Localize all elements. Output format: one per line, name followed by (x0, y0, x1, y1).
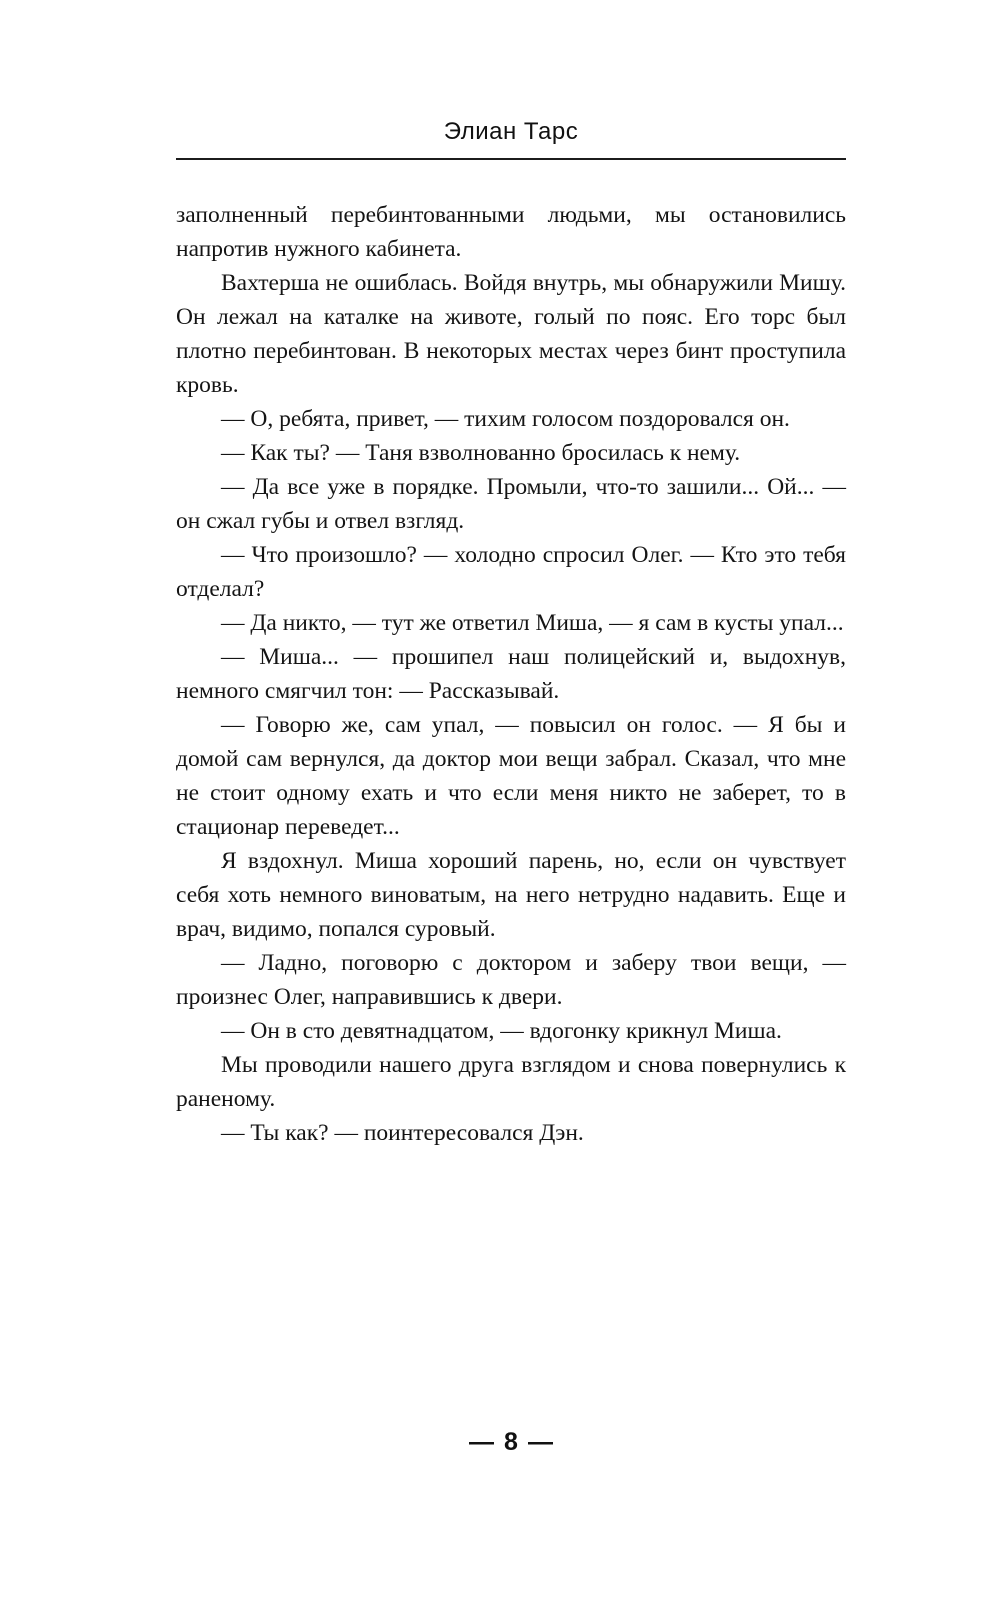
paragraph: Вахтерша не ошиблась. Войдя внутрь, мы обнаружили Мишу. Он лежал на каталке на животе, голый по пояс. Его торс был плотно перебинтован. В некоторых местах через бинт проступила кровь. (176, 270, 846, 398)
paragraph: — Он в сто девятнадцатом, — вдогонку крикнул Миша. (221, 1018, 782, 1044)
paragraph: — Говорю же, сам упал, — повысил он голос. — Я бы и домой сам вернулся, да доктор мои вещи забрал. Сказал, что мне не стоит одному ехать и что если меня никто не заберет, то в стационар переведет... (176, 712, 846, 840)
paragraph: — Ладно, поговорю с доктором и заберу твои вещи, — произнес Олег, направившись к двери. (176, 950, 846, 1010)
header-rule (176, 158, 846, 160)
paragraph: — О, ребята, привет, — тихим голосом поздоровался он. (221, 406, 790, 432)
footer-dash-left: — (469, 1428, 495, 1456)
paragraph: Мы проводили нашего друга взглядом и снова повернулись к раненому. (176, 1052, 846, 1112)
paragraph: — Миша... — прошипел наш полицейский и, выдохнув, немного смягчил тон: — Рассказывай. (176, 644, 846, 704)
paragraph: Я вздохнул. Миша хороший парень, но, если он чувствует себя хоть немного виноватым, на него нетрудно надавить. Еще и врач, видимо, попался суровый. (176, 848, 846, 942)
paragraph: — Да никто, — тут же ответил Миша, — я сам в кусты упал... (221, 610, 844, 636)
page-number: 8 (504, 1428, 518, 1456)
running-header-author: Элиан Тарс (443, 118, 579, 145)
body-text (176, 198, 846, 1150)
paragraph: — Ты как? — поинтересовался Дэн. (221, 1120, 584, 1146)
paragraph: — Да все уже в порядке. Промыли, что-то зашили... Ой... — он сжал губы и отвел взгляд. (176, 474, 846, 534)
footer-dash-right: — (527, 1428, 553, 1456)
paragraph: заполненный перебинтованными людьми, мы остановились напротив нужного кабинета. (176, 202, 846, 262)
page-content (176, 118, 846, 1150)
paragraph: — Как ты? — Таня взволнованно бросилась к нему. (221, 440, 741, 466)
paragraph: — Что произошло? — холодно спросил Олег. — Кто это тебя отделал? (176, 542, 846, 602)
page-footer (176, 1428, 846, 1457)
